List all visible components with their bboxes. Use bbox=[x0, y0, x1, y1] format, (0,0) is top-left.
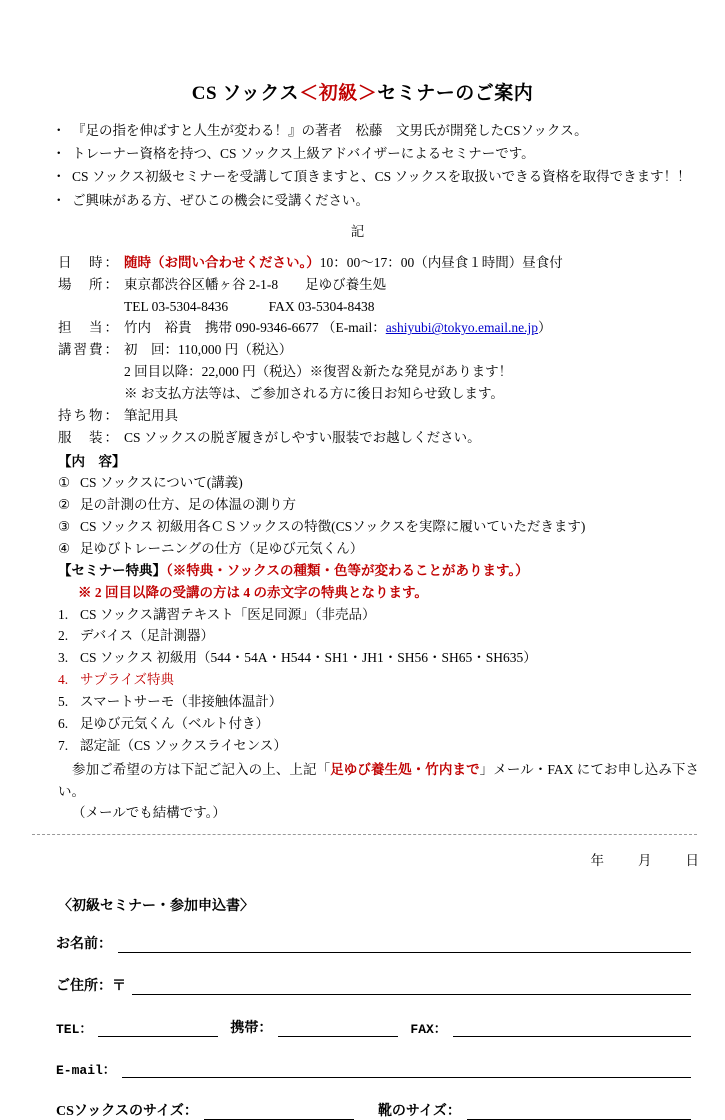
list-item-label: スマートサーモ（非接触体温計） bbox=[80, 694, 283, 710]
info-value-tel-fax: TEL 03-5304-8436 FAX 03-5304-8438 bbox=[124, 298, 375, 314]
page-title bbox=[0, 78, 725, 105]
info-value-fee-first: 初 回：110,000 円（税込） bbox=[124, 342, 293, 358]
socks-size-label: CSソックスのサイズ： bbox=[56, 1104, 198, 1120]
address-field[interactable] bbox=[132, 979, 691, 995]
email-field[interactable] bbox=[122, 1062, 691, 1078]
apply-instruction-pre: 参加ご希望の方は下記ご記入の上、上記「 bbox=[72, 761, 331, 777]
list-item-number: ① bbox=[58, 475, 71, 491]
info-label-fee: 講習費： bbox=[58, 342, 120, 358]
contents-section bbox=[0, 451, 725, 473]
apply-instruction-highlight: 足ゆび養生処・竹内まで bbox=[330, 761, 480, 777]
contact-email-prefix: （E-mail： bbox=[322, 320, 386, 336]
info-row-place bbox=[58, 274, 725, 296]
benefits-list bbox=[0, 604, 725, 757]
list-item-label: CS ソックスについて(講義) bbox=[80, 475, 243, 491]
list-item bbox=[58, 669, 725, 691]
date-red-note: 随時（お問い合わせください。） bbox=[124, 254, 320, 270]
list-item bbox=[58, 735, 725, 757]
bullet-dot-icon: ・ bbox=[52, 192, 66, 208]
name-label: お名前： bbox=[56, 937, 112, 953]
title-pre: CS ソックス bbox=[191, 83, 300, 104]
divider bbox=[32, 834, 697, 835]
contact-name: 竹内 裕貴 bbox=[124, 320, 192, 336]
list-item bbox=[58, 472, 725, 494]
date-month-label: 月 bbox=[638, 853, 652, 869]
contents-list bbox=[0, 472, 725, 559]
list-item-label: CS ソックス講習テキスト「医足同源」（非売品） bbox=[80, 606, 376, 622]
title-highlight: ＜初級＞ bbox=[299, 83, 378, 104]
info-label-place: 場 所： bbox=[58, 276, 120, 292]
list-item-number: ② bbox=[58, 497, 71, 513]
info-label-wear: 服 装： bbox=[58, 429, 120, 445]
list-item bbox=[58, 713, 725, 735]
list-item bbox=[58, 604, 725, 626]
bullet-text: 『足の指を伸ばすと人生が変わる！』の著者 松藤 文男氏が開発したCSソックス。 bbox=[72, 123, 588, 138]
benefits-red-note-row bbox=[0, 582, 725, 604]
fax-label: FAX： bbox=[410, 1022, 447, 1038]
date-year-label: 年 bbox=[590, 853, 604, 869]
apply-instruction bbox=[0, 759, 725, 803]
benefits-heading-row bbox=[0, 560, 725, 582]
list-item-number: 1. bbox=[58, 606, 69, 622]
shoe-size-field[interactable] bbox=[467, 1104, 691, 1120]
list-item-number: 3. bbox=[58, 650, 69, 666]
intro-bullets bbox=[0, 119, 725, 212]
form-title: 〈初級セミナー・参加申込書〉 bbox=[58, 899, 254, 915]
info-row-bring bbox=[58, 405, 725, 427]
info-value-date bbox=[124, 252, 725, 274]
list-item-label: サプライズ特典 bbox=[80, 672, 174, 688]
apply-instruction-post: 」メール・FAX にてお申し込み下さい。 bbox=[58, 761, 700, 799]
list-item-number: ④ bbox=[58, 541, 71, 557]
list-item-number: 7. bbox=[58, 737, 69, 753]
socks-size-field[interactable] bbox=[204, 1104, 354, 1120]
contact-mobile: 携帯 090-9346-6677 bbox=[205, 320, 319, 336]
apply-instruction-second bbox=[0, 802, 725, 824]
benefits-heading: 【セミナー特典】 bbox=[58, 562, 166, 578]
info-row-fee bbox=[58, 339, 725, 361]
info-value-bring: 筆記用具 bbox=[124, 407, 178, 423]
list-item bbox=[58, 516, 725, 538]
info-row-wear bbox=[58, 427, 725, 449]
document-page bbox=[0, 78, 725, 1120]
bullet-text: CS ソックス初級セミナーを受講して頂きますと、CS ソックスを取扱いできる資格を取得できます！！ bbox=[72, 169, 691, 185]
application-form bbox=[0, 933, 725, 1120]
info-label-bring: 持ち物： bbox=[58, 407, 120, 423]
list-item-number: 5. bbox=[58, 694, 69, 710]
title-post: セミナーのご案内 bbox=[377, 83, 534, 104]
info-label-date: 日 時： bbox=[58, 254, 120, 270]
email-label: E-mail： bbox=[56, 1063, 116, 1079]
info-value-wear: CS ソックスの脱ぎ履きがしやすい服装でお越しください。 bbox=[124, 429, 481, 445]
contact-email-link[interactable]: ashiyubi@tokyo.email.ne.jp bbox=[385, 320, 539, 336]
info-row-date bbox=[58, 252, 725, 274]
contact-email-suffix: ） bbox=[538, 320, 552, 336]
contents-heading: 【内 容】 bbox=[58, 453, 126, 469]
list-item bbox=[52, 119, 725, 142]
form-row-name bbox=[56, 933, 691, 953]
apply-instruction-second-text: （メールでも結構です。） bbox=[72, 805, 226, 821]
list-item bbox=[58, 494, 725, 516]
list-item-label: 足ゆび元気くん（ベルト付き） bbox=[80, 715, 269, 731]
tel-label: TEL： bbox=[56, 1022, 93, 1038]
list-item-label: 足の計測の仕方、足の体温の測り方 bbox=[80, 497, 296, 513]
list-item bbox=[58, 691, 725, 713]
bullet-dot-icon: ・ bbox=[52, 123, 66, 138]
date-day-label: 日 bbox=[685, 853, 699, 869]
list-item-number: 4. bbox=[58, 672, 69, 688]
list-item-number: 2. bbox=[58, 628, 69, 644]
list-item-label: CS ソックス 初級用各ＣＳソックスの特徴(CSソックスを実際に履いていただきます) bbox=[80, 519, 586, 535]
ki-marker: 記 bbox=[350, 223, 365, 239]
date-rest: 10：00～17：00（内昼食１時間）昼食付 bbox=[319, 254, 563, 270]
form-row-address bbox=[56, 975, 691, 995]
form-row-email bbox=[56, 1059, 691, 1078]
bullet-dot-icon: ・ bbox=[52, 146, 66, 162]
list-item bbox=[52, 189, 725, 212]
info-value-place: 東京都渋谷区幡ヶ谷 2-1-8 足ゆび養生処 bbox=[124, 276, 387, 292]
address-label: ご住所：〒 bbox=[56, 979, 126, 995]
form-row-sizes bbox=[56, 1100, 691, 1120]
list-item-label: 認定証（CS ソックスライセンス） bbox=[80, 737, 287, 753]
info-value-contact bbox=[124, 317, 725, 339]
list-item bbox=[58, 647, 725, 669]
list-item-label: CS ソックス 初級用（544・54A・H544・SH1・JH1・SH56・SH65・SH635） bbox=[80, 650, 537, 666]
benefits-red-note: ※ 2 回目以降の受講の方は 4 の赤文字の特典となります。 bbox=[78, 584, 428, 600]
bullet-dot-icon: ・ bbox=[52, 169, 66, 185]
info-label-contact: 担 当： bbox=[58, 320, 120, 336]
list-item bbox=[52, 142, 725, 165]
info-row-contact bbox=[58, 317, 725, 339]
bullet-text: ご興味がある方、ぜひこの機会に受講ください。 bbox=[72, 192, 369, 208]
list-item-label: デバイス（足計測器） bbox=[80, 628, 215, 644]
list-item-number: 6. bbox=[58, 715, 69, 731]
list-item-label: 足ゆびトレーニングの仕方（足ゆび元気くん） bbox=[80, 541, 364, 557]
info-row-fee-second bbox=[58, 361, 725, 383]
list-item bbox=[58, 538, 725, 560]
bullet-text: トレーナー資格を持つ、CS ソックス上級アドバイザーによるセミナーです。 bbox=[72, 146, 535, 162]
list-item bbox=[58, 625, 725, 647]
benefits-heading-note: （※特典・ソックスの種類・色等が変わることがあります。） bbox=[166, 562, 529, 578]
list-item bbox=[52, 165, 725, 188]
form-row-tel-mobile-fax bbox=[56, 1017, 691, 1037]
list-item-number: ③ bbox=[58, 519, 71, 535]
date-fields bbox=[0, 849, 725, 869]
shoe-size-label: 靴のサイズ： bbox=[377, 1104, 461, 1120]
info-value-fee-second: 2 回目以降：22,000 円（税込）※復習＆新たな発見があります！ bbox=[124, 364, 513, 380]
mobile-label: 携帯： bbox=[230, 1021, 273, 1037]
info-value-fee-note: ※ お支払方法等は、ご参加される方に後日お知らせ致します。 bbox=[124, 386, 504, 402]
info-row-fee-note bbox=[58, 383, 725, 405]
event-info bbox=[0, 252, 725, 449]
name-field[interactable] bbox=[118, 937, 691, 953]
info-row-tel-fax bbox=[58, 296, 725, 318]
